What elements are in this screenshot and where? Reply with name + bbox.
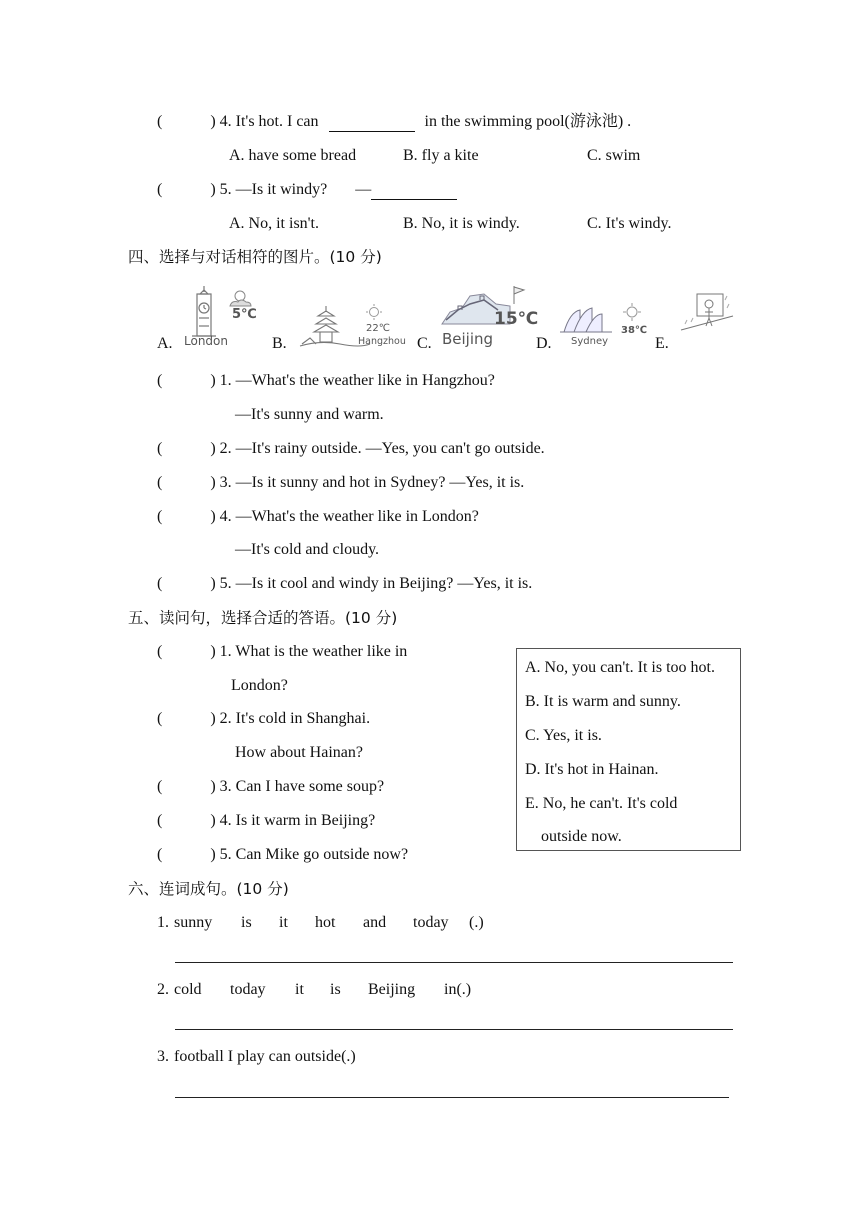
- answer-options-box: [516, 648, 741, 851]
- label-london: London: [184, 334, 228, 348]
- sun-icon: [623, 303, 641, 321]
- temp-sydney: 38℃: [621, 325, 648, 336]
- sentence-1-num: 1.: [157, 914, 169, 931]
- cloud-sun-icon: [230, 291, 251, 306]
- q5-5-row: [157, 845, 408, 865]
- q4-1-row: [157, 371, 495, 391]
- sentence-2-num: 2.: [157, 981, 169, 998]
- sentence-1-word: sunny: [174, 914, 213, 931]
- temp-beijing: 15℃: [494, 309, 539, 329]
- q3-5-dash: —: [355, 181, 372, 198]
- q3-4-text-before: 4. It's hot. I can: [219, 113, 319, 130]
- q4-3-row: [157, 473, 524, 493]
- answer-line-1[interactable]: [175, 962, 733, 963]
- part6-heading: 六、连词成句。(10 分): [128, 880, 289, 898]
- q5-1-line2: London?: [231, 677, 288, 694]
- answer-b: B. It is warm and sunny.: [525, 693, 681, 710]
- label-beijing: Beijing: [442, 330, 494, 348]
- q5-2-line2: How about Hainan?: [235, 744, 363, 761]
- q3-5-option-a: A. No, it isn't.: [229, 215, 319, 232]
- sun-icon: [366, 304, 382, 320]
- q4-1-line2: —It's sunny and warm.: [235, 406, 384, 423]
- q5-1-text: ) 1. What is the weather like in: [210, 643, 408, 660]
- q5-4-text: ) 4. Is it warm in Beijing?: [210, 812, 376, 829]
- label-hangzhou: Hangzhou: [358, 336, 406, 347]
- sentence-1-word: hot: [315, 914, 336, 931]
- paren-open: (: [157, 778, 163, 795]
- q3-4-option-a: A. have some bread: [229, 147, 357, 164]
- sentence-2-word: today: [230, 981, 266, 998]
- q4-5-text: ) 5. —Is it cool and windy in Beijing? —Yes, it is.: [210, 575, 533, 592]
- sentence-1-word: is: [241, 914, 252, 931]
- temp-hangzhou: 22℃: [366, 323, 390, 334]
- q5-1-row: [157, 642, 407, 662]
- sentence-1-word: today: [413, 914, 449, 931]
- paren-open: (: [157, 181, 163, 198]
- q3-5-option-c: C. It's windy.: [587, 215, 672, 232]
- temp-london: 5℃: [232, 307, 257, 322]
- answer-d: D. It's hot in Hainan.: [525, 761, 659, 778]
- wind-flag-icon: [514, 286, 524, 304]
- q5-3-row: [157, 777, 384, 797]
- pic-letter-c: C.: [417, 335, 432, 352]
- sentence-3-num: 3.: [157, 1048, 169, 1065]
- sentence-2-word: is: [330, 981, 341, 998]
- q4-2-text: ) 2. —It's rainy outside. —Yes, you can't go outside.: [210, 440, 545, 457]
- sentence-2-word: Beijing: [368, 981, 416, 998]
- paren-open: (: [157, 113, 163, 130]
- sentence-2-word: in(.): [444, 981, 472, 998]
- paren-open: (: [157, 812, 163, 829]
- sentence-3-text: football I play can outside(.): [174, 1048, 356, 1065]
- paren-open: (: [157, 372, 163, 389]
- q3-5-option-b: B. No, it is windy.: [403, 215, 520, 232]
- q3-5-text: 5. —Is it windy?: [219, 181, 328, 198]
- sentence-1-word: it: [279, 914, 288, 931]
- sentence-1-word: and: [363, 914, 387, 931]
- q3-4-row: [157, 112, 631, 132]
- pic-letter-d: D.: [536, 335, 552, 352]
- paren-open: (: [157, 846, 163, 863]
- paren-open: (: [157, 643, 163, 660]
- q3-4-text-after: in the swimming pool(游泳池) .: [424, 113, 632, 130]
- q5-2-row: [157, 709, 370, 729]
- q3-4-option-b: B. fly a kite: [403, 147, 479, 164]
- pic-letter-a: A.: [157, 335, 173, 352]
- label-sydney: Sydney: [571, 336, 609, 347]
- part4-heading: 四、选择与对话相符的图片。(10 分): [128, 248, 382, 266]
- paren-open: (: [157, 474, 163, 491]
- q4-1-text: ) 1. —What's the weather like in Hangzhou?: [210, 372, 495, 389]
- q4-2-row: [157, 439, 545, 459]
- answer-c: C. Yes, it is.: [525, 727, 602, 744]
- part5-heading: 五、读问句，选择合适的答语。(10 分): [128, 609, 398, 627]
- q3-4-option-c: C. swim: [587, 147, 641, 164]
- answer-e-line2: outside now.: [541, 828, 622, 845]
- q4-4-row: [157, 507, 479, 527]
- q3-4-paren-close: ): [210, 113, 216, 130]
- paren-open: (: [157, 710, 163, 727]
- pic-letter-b: B.: [272, 335, 287, 352]
- q4-4-text: ) 4. —What's the weather like in London?: [210, 508, 479, 525]
- q3-5-paren-close: ): [210, 181, 216, 198]
- q5-4-row: [157, 811, 375, 831]
- answer-line-2[interactable]: [175, 1029, 733, 1030]
- paren-open: (: [157, 575, 163, 592]
- q4-4-line2: —It's cold and cloudy.: [235, 541, 380, 558]
- sentence-2-word: it: [295, 981, 304, 998]
- q4-3-text: ) 3. —Is it sunny and hot in Sydney? —Yes, it is.: [210, 474, 525, 491]
- paren-open: (: [157, 508, 163, 525]
- q5-5-text: ) 5. Can Mike go outside now?: [210, 846, 409, 863]
- answer-line-3[interactable]: [175, 1097, 729, 1098]
- q3-5-blank[interactable]: [371, 183, 457, 200]
- answer-e: E. No, he can't. It's cold: [525, 795, 678, 812]
- sentence-2-word: cold: [174, 981, 202, 998]
- q5-2-text: ) 2. It's cold in Shanghai.: [210, 710, 371, 727]
- sentence-1-word: (.): [469, 914, 484, 931]
- q3-4-blank[interactable]: [329, 115, 415, 132]
- paren-open: (: [157, 440, 163, 457]
- q3-5-row: [157, 180, 457, 200]
- q4-5-row: [157, 574, 532, 594]
- pic-letter-e: E.: [655, 335, 669, 352]
- rainy-window-boy-icon: [679, 290, 735, 334]
- answer-a: A. No, you can't. It is too hot.: [525, 659, 715, 676]
- q5-3-text: ) 3. Can I have some soup?: [210, 778, 385, 795]
